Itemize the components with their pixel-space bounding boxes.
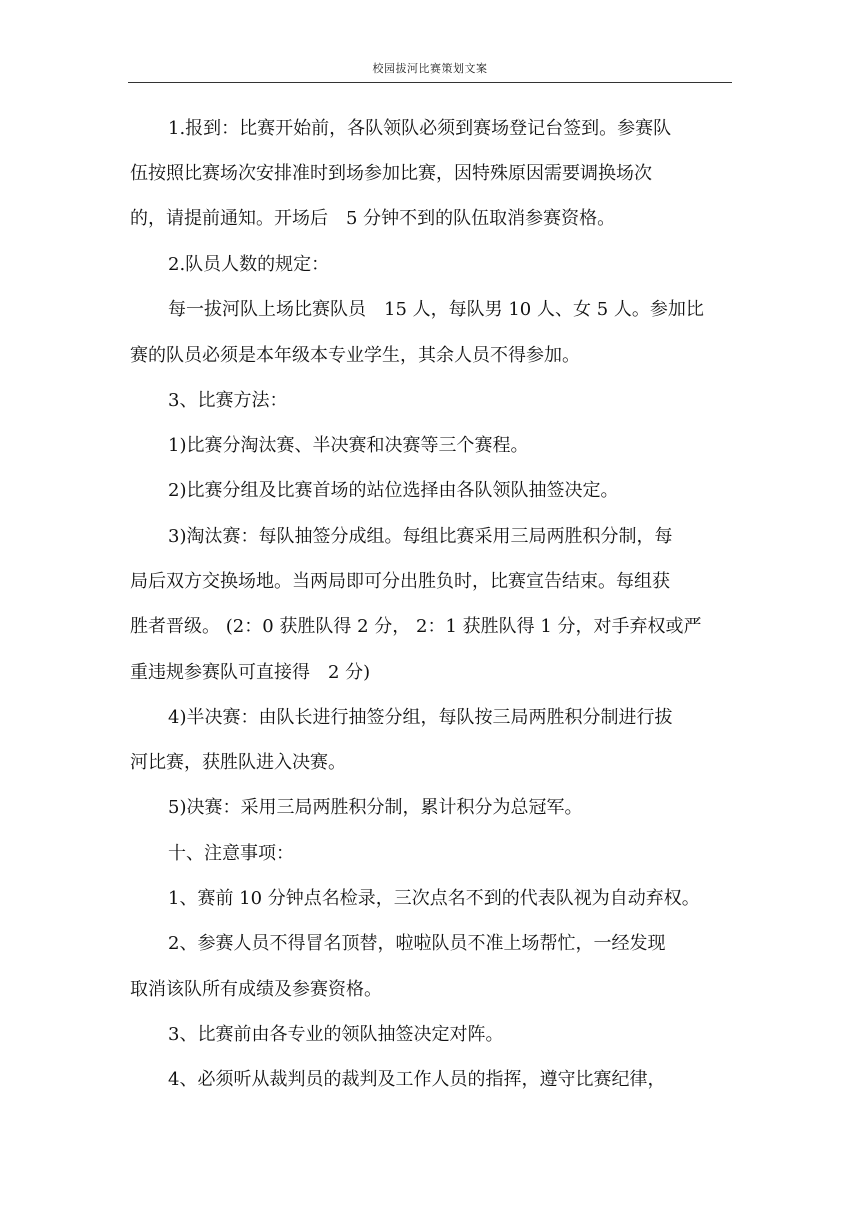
body-line: 2、参赛人员不得冒名顶替，啦啦队员不准上场帮忙，一经发现 (168, 933, 666, 954)
body-line: 胜者晋级。 (2：0 获胜队得 2 分， 2：1 获胜队得 1 分，对手弃权或严 (130, 616, 702, 637)
body-line: 4、必须听从裁判员的裁判及工作人员的指挥，遵守比赛纪律， (168, 1069, 666, 1090)
header-divider (128, 82, 732, 83)
body-line: 河比赛，获胜队进入决赛。 (130, 752, 346, 773)
page-header-title: 校园拔河比赛策划文案 (372, 62, 488, 75)
body-line: 5)决赛：采用三局两胜积分制，累计积分为总冠军。 (168, 797, 583, 818)
body-line: 2)比赛分组及比赛首场的站位选择由各队领队抽签决定。 (168, 480, 619, 501)
body-line: 2.队员人数的规定： (168, 254, 330, 275)
body-line: 1.报到：比赛开始前，各队领队必须到赛场登记台签到。参赛队 (168, 118, 672, 139)
body-line: 3、比赛方法： (168, 390, 288, 411)
body-line: 伍按照比赛场次安排准时到场参加比赛，因特殊原因需要调换场次 (130, 163, 652, 184)
body-line: 十、注意事项： (168, 843, 294, 864)
body-line: 1、赛前 10 分钟点名检录，三次点名不到的代表队视为自动弃权。 (168, 888, 700, 909)
body-line: 取消该队所有成绩及参赛资格。 (130, 979, 382, 1000)
body-line: 的，请提前通知。开场后 5 分钟不到的队伍取消参赛资格。 (130, 208, 616, 229)
body-line: 3)淘汰赛：每队抽签分成组。每组比赛采用三局两胜积分制，每 (168, 526, 673, 547)
body-line: 重违规参赛队可直接得 2 分) (130, 662, 371, 683)
body-line: 1)比赛分淘汰赛、半决赛和决赛等三个赛程。 (168, 435, 529, 456)
body-line: 3、比赛前由各专业的领队抽签决定对阵。 (168, 1024, 504, 1045)
body-line: 局后双方交换场地。当两局即可分出胜负时，比赛宣告结束。每组获 (130, 571, 670, 592)
body-line: 每一拔河队上场比赛队员 15 人，每队男 10 人、女 5 人。参加比 (168, 299, 704, 320)
body-line: 赛的队员必须是本年级本专业学生，其余人员不得参加。 (130, 345, 580, 366)
body-line: 4)半决赛：由队长进行抽签分组，每队按三局两胜积分制进行拔 (168, 707, 673, 728)
